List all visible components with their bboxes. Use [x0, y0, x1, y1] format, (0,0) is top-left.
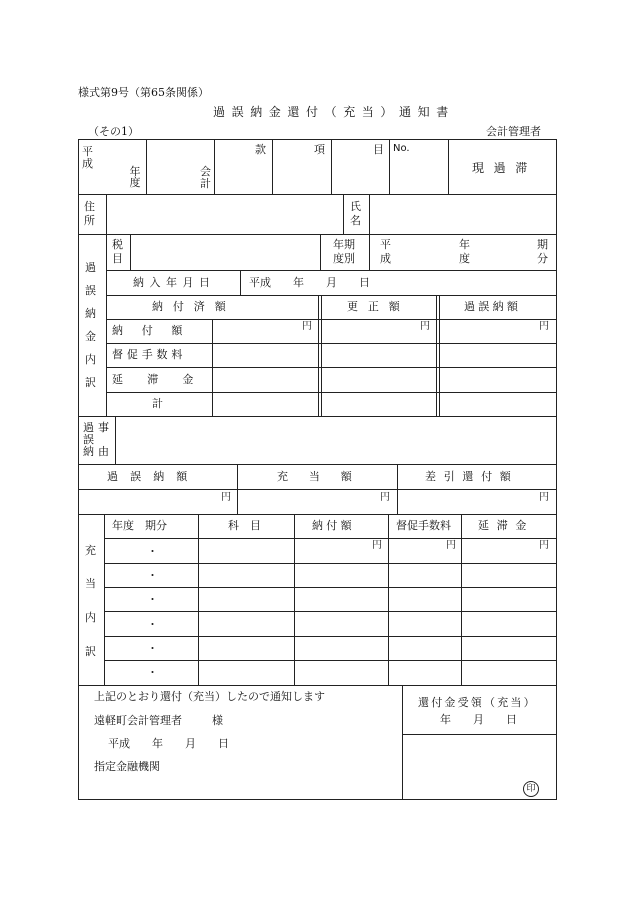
allocation-year-header: 年度 期分: [112, 519, 167, 532]
summary-refund-header: 差引還付額: [425, 470, 519, 483]
period-separator: ・: [147, 666, 158, 679]
summary-allocated-header: 充当額: [277, 470, 373, 483]
honorific: 様: [212, 714, 223, 727]
ki-label: 期: [537, 238, 548, 251]
breakdown-side-3: 納: [85, 307, 96, 320]
address-label-2: 所: [84, 214, 95, 227]
bun-label: 分: [537, 252, 548, 265]
receipt-date[interactable]: 年 月 日: [440, 713, 517, 726]
breakdown-side-4: 金: [85, 330, 96, 343]
period-separator: ・: [147, 642, 158, 655]
recipient-name: 遠軽町会計管理者: [94, 714, 182, 727]
kaikei-label-2: 計: [200, 177, 211, 190]
form-number: 様式第9号（第65条関係）: [78, 86, 209, 99]
notice-date[interactable]: 平成 年 月 日: [108, 737, 229, 750]
yen-unit: 円: [420, 321, 430, 332]
col-overpaid-header: 過誤納額: [464, 300, 522, 313]
payment-date-label: 納入年月日: [133, 276, 216, 289]
address-label-1: 住: [84, 200, 95, 213]
breakdown-side-5: 内: [85, 353, 96, 366]
nendo-label: 年度: [129, 165, 141, 189]
row-late-label: 延滞金: [112, 373, 218, 386]
issuer-label: 会計管理者: [486, 125, 541, 138]
allocation-late-header: 延滞金: [478, 519, 535, 532]
period-separator: ・: [147, 618, 158, 631]
number-label: No.: [393, 143, 410, 154]
allocation-fee-header: 督促手数料: [396, 519, 451, 532]
zeimoku-label-1: 税: [112, 238, 123, 251]
year-label: 年: [459, 238, 470, 251]
period-separator: ・: [147, 569, 158, 582]
period-label-2: 度別: [333, 252, 355, 265]
heisei-label-1: 平: [82, 145, 93, 158]
breakdown-side-6: 訳: [85, 376, 96, 389]
form-subtitle: （その1）: [88, 125, 139, 138]
zeimoku-label-2: 目: [112, 252, 123, 265]
kaikei-label-1: 会: [200, 165, 211, 178]
name-label-1: 氏: [350, 200, 361, 213]
row-paid-label: 納付額: [112, 324, 202, 337]
period-separator: ・: [147, 545, 158, 558]
period-label-1: 年期: [333, 238, 355, 251]
row-total-label: 計: [152, 397, 163, 410]
reason-label-4: 事: [98, 421, 109, 434]
period-separator: ・: [147, 593, 158, 606]
yen-unit: 円: [446, 540, 456, 551]
yen-unit: 円: [539, 492, 549, 503]
yen-unit: 円: [221, 492, 231, 503]
breakdown-side-1: 過: [85, 261, 96, 274]
yen-unit: 円: [539, 540, 549, 551]
yen-unit: 円: [302, 321, 312, 332]
yen-unit: 円: [380, 492, 390, 503]
kan-label: 款: [255, 143, 266, 156]
heisei-year-sei: 成: [380, 252, 391, 265]
yen-unit: 円: [372, 540, 382, 551]
allocation-side-3: 内: [85, 611, 96, 624]
notice-text: 上記のとおり還付（充当）したので通知します: [94, 690, 325, 703]
reason-label-3: 納: [83, 445, 94, 458]
allocation-paid-header: 納付額: [312, 519, 355, 532]
allocation-side-2: 当: [85, 577, 96, 590]
yen-unit: 円: [539, 321, 549, 332]
bank-label: 指定金融機関: [94, 760, 160, 773]
moku-label: 目: [373, 143, 384, 156]
reason-label-2: 誤: [83, 433, 94, 446]
seal-mark: 印: [523, 781, 539, 797]
allocation-item-header: 科 目: [228, 519, 261, 532]
do-label: 度: [459, 252, 470, 265]
status-label: 現過滞: [472, 161, 537, 175]
heisei-label-2: 成: [82, 157, 93, 170]
name-label-2: 名: [350, 214, 361, 227]
col-paid-header: 納付済額: [152, 300, 236, 313]
payment-date-value[interactable]: 平成 年 月 日: [249, 276, 370, 289]
kou-label: 項: [314, 143, 325, 156]
allocation-side-4: 訳: [85, 645, 96, 658]
reason-label-5: 由: [98, 445, 109, 458]
breakdown-side-2: 誤: [85, 284, 96, 297]
receipt-title: 還付金受領（充当）: [418, 696, 537, 709]
summary-overpaid-header: 過誤納額: [107, 470, 200, 483]
heisei-year-hei: 平: [380, 238, 391, 251]
allocation-side-1: 充: [85, 544, 96, 557]
page-title: 過誤納金還付（充当）通知書: [213, 105, 455, 119]
row-fee-label: 督促手数料: [112, 348, 187, 361]
col-corrected-header: 更正額: [347, 300, 410, 313]
reason-label-1: 過: [83, 421, 94, 434]
